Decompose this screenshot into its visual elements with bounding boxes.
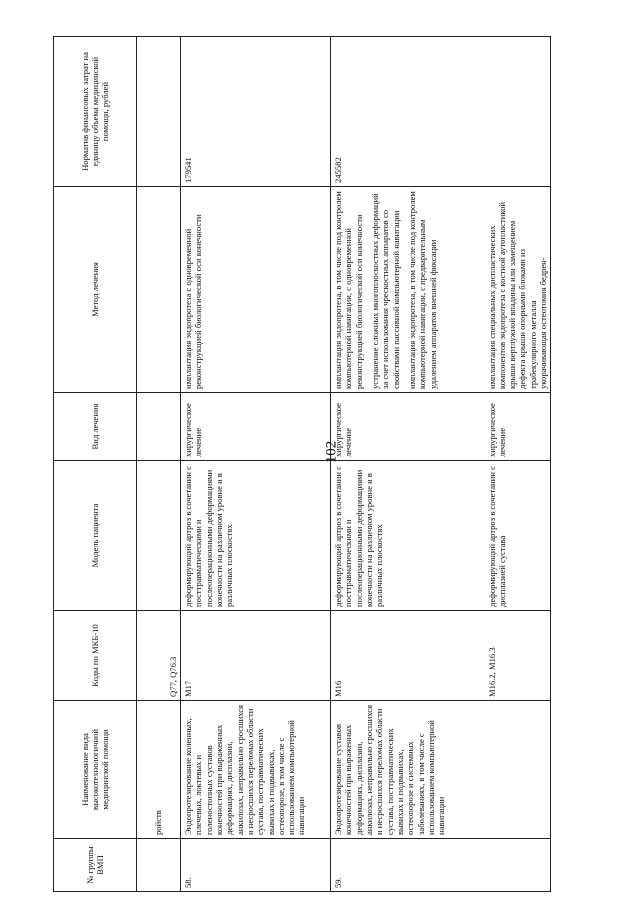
icd-codes: M16 — [331, 611, 481, 701]
table-row — [481, 37, 551, 892]
method-text: устранение сложных многоплоскостных деформаций за счет использования чрескостных аппаратов со свойствами пассивной компьютерной навигации — [369, 193, 401, 389]
patient-model: деформирующий артроз в сочетании с посттравматическими и послеоперационными деформациями конечности на различном уровне и в различных плоскостях — [331, 461, 481, 611]
icd-codes: M17 — [181, 611, 331, 701]
method-text: имплантация эндопротеза с одновременной реконструкцией биологической оси конечности — [183, 214, 204, 389]
col-header-treatment: Вид лечения — [54, 393, 137, 461]
vmp-name: Эндопротезирование коленных, плечевых, локтевых и голеностопных суставов конечностей при выраженных деформациях, дисплазии, анкилозах, неправильно сросшихся и несросшихся переломах области сустава, посттравматических вывихах и подвывихах, остеопорозе, в том числе с использованием компьютерной навигации — [181, 701, 331, 839]
group-number: 58. — [181, 839, 331, 892]
treatment-type: хирургическое лечение — [181, 393, 331, 461]
treatment-method — [481, 187, 551, 393]
treatment-type: хирургическое лечение — [331, 393, 481, 461]
group-number: 59. — [331, 839, 481, 892]
continuation-row — [137, 37, 181, 892]
continuation-codes: Q77, Q76.3 — [137, 611, 181, 701]
page-number: 102 — [323, 440, 340, 464]
method-text: укорачивающая остеотомия бедрен- — [538, 257, 549, 389]
col-header-norm: Норматив финансовых затрат на единицу объема медицинской помощи, рублей — [54, 37, 137, 187]
col-header-codes: Коды по МКБ-10 — [54, 611, 137, 701]
continuation-name: ройств — [137, 701, 181, 839]
patient-model: деформирующий артроз в сочетании с посттравматическими и послеоперационными деформациями конечности на различном уровне и в различных плоскостях — [181, 461, 331, 611]
vmp-table — [53, 36, 551, 892]
method-text: имплантация специальных диспластических компонентов эндопротеза с костной аутопластикой крыши вертлужной впадины или замещением дефекта крыши опорными блоками из трабекулярного металла — [486, 202, 538, 389]
vmp-name — [481, 701, 551, 839]
col-header-method: Метод лечения — [54, 187, 137, 393]
method-text: имплантация эндопротеза, в том числе под контролем компьютерной навигации, с предварительным удалением аппаратов внешней фиксации — [406, 191, 438, 389]
treatment-method — [181, 187, 331, 393]
vmp-name: Эндопротезирование суставов конечностей при выраженных деформациях, дисплазии, анкилозах, неправильно сросшихся и несросшихся переломах области сустава, посттравматических вывихах и подвывихах, остеопорозе и системных заболеваниях, в том числе с использованием компьютерной навигации — [331, 701, 481, 839]
group-number — [481, 839, 551, 892]
treatment-method — [331, 187, 481, 393]
col-header-model: Модель пациента — [54, 461, 137, 611]
col-header-name: Наименование вида высокотехнологичной медицинской помощи — [54, 701, 137, 839]
col-header-group: № группы ВМП — [54, 839, 137, 892]
patient-model: деформирующий артроз в сочетании с дисплазией сустава — [481, 461, 551, 611]
method-text: имплантация эндопротеза, в том числе под контролем компьютерной навигации, с одновременной реконструкцией биологической оси конечности — [333, 191, 364, 389]
table-header — [54, 37, 137, 892]
table-row — [331, 37, 481, 892]
table-row — [181, 37, 331, 892]
table-container — [53, 37, 620, 892]
norm-value — [481, 37, 551, 187]
treatment-type: хирургическое лечение — [481, 393, 551, 461]
norm-value: 179541 — [181, 37, 331, 187]
norm-value: 245582 — [331, 37, 481, 187]
icd-codes: M16.2, M16.3 — [481, 611, 551, 701]
